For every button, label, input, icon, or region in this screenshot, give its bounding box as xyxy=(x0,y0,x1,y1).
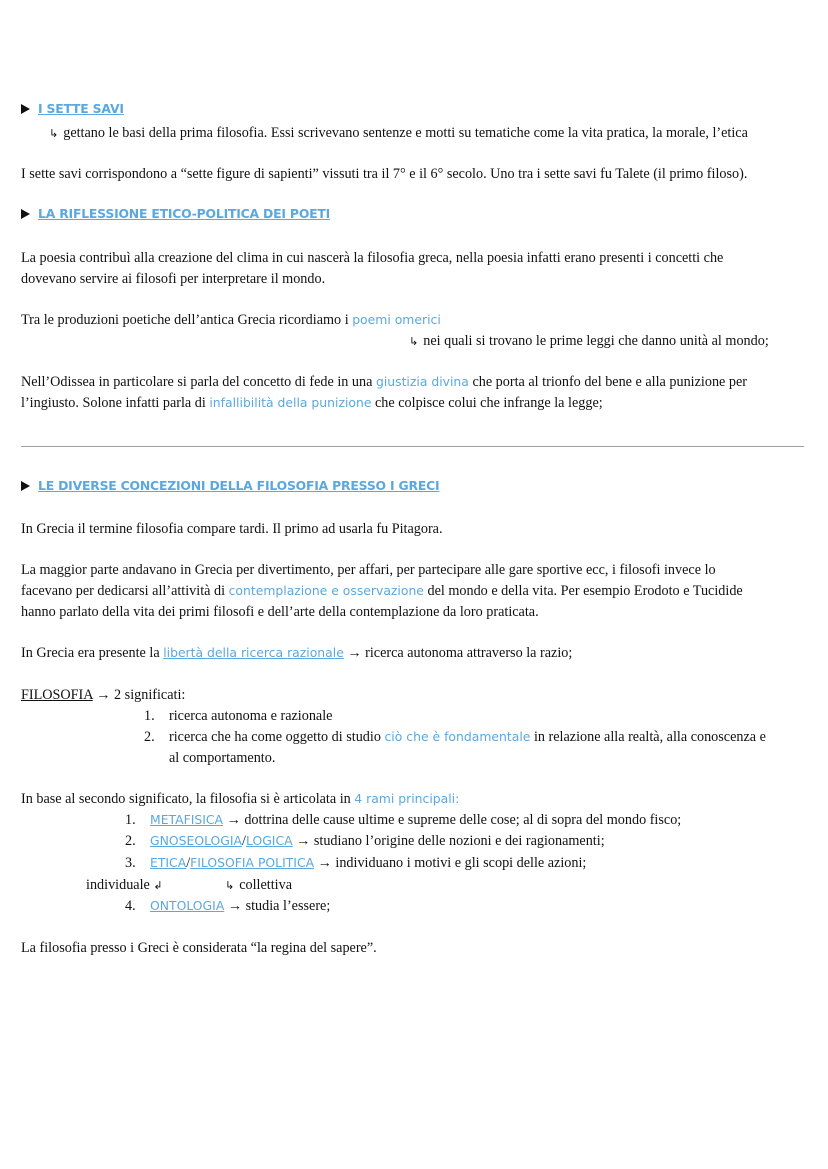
rami-item xyxy=(125,811,682,829)
highlight-metafisica: METAFISICA xyxy=(150,812,224,827)
return-arrow-icon: ↳ xyxy=(49,127,59,140)
rami-item xyxy=(125,832,605,850)
text: → 2 significati: xyxy=(96,687,186,703)
rami-text xyxy=(150,811,681,829)
text: In Grecia era presente la xyxy=(21,645,160,661)
highlight-liberta-ricerca: libertà della ricerca razionale xyxy=(163,645,344,660)
return-arrow-icon: ↳ xyxy=(409,335,419,348)
savi-paragraph: I sette savi corrispondono a “sette figure di sapienti” vissuti tra il 7° e il 6° secolo. Uno tra i sette savi fu Talete (il primo filoso). xyxy=(21,166,748,182)
rami-intro xyxy=(21,790,459,808)
meaning-item xyxy=(144,707,333,725)
rami-item xyxy=(125,897,331,915)
greci-p2-line1: La maggior parte andavano in Grecia per divertimento, per affari, per partecipare alle gare sportive ecc, i filosofi invece lo xyxy=(21,562,716,578)
list-number: 2. xyxy=(144,729,155,745)
highlight-contemplazione: contemplazione e osservazione xyxy=(228,583,424,598)
poeti-p2-text: Tra le produzioni poetiche dell’antica Grecia ricordiamo i xyxy=(21,312,349,328)
filosofia-line xyxy=(21,686,185,704)
poeti-p1-line2: dovevano servire ai filosofi per interpretare il mondo. xyxy=(21,271,326,287)
poeti-p3-line2 xyxy=(21,394,603,412)
rami-item xyxy=(125,854,587,872)
rami-text xyxy=(150,897,330,915)
return-arrow-icon: ↳ xyxy=(225,879,235,892)
highlight-etica: ETICA xyxy=(150,855,187,870)
highlight-cio-che-fondamentale: ciò che è fondamentale xyxy=(384,729,531,744)
heading-text: LE DIVERSE CONCEZIONI DELLA FILOSOFIA PRESSO I GRECI xyxy=(38,478,440,493)
highlight-gnoseologia: GNOSEOLOGIA xyxy=(150,833,243,848)
meaning-text: ricerca autonoma e razionale xyxy=(169,708,333,724)
separator: / xyxy=(186,855,191,871)
text: → studia l’essere; xyxy=(227,898,331,914)
savi-sub-text: gettano le basi della prima filosofia. Essi scrivevano sentenze e motti su tematiche come la vita pratica, la morale, l’etica xyxy=(63,125,748,141)
meaning-continuation: al comportamento. xyxy=(169,750,276,766)
meaning-text xyxy=(169,728,766,746)
heading-text: LA RIFLESSIONE ETICO-POLITICA DEI POETI xyxy=(38,206,331,221)
highlight-giustizia-divina: giustizia divina xyxy=(375,374,469,389)
filosofia-word: FILOSOFIA xyxy=(21,687,93,703)
text: in relazione alla realtà, alla conoscenza e xyxy=(533,729,766,745)
greci-p1: In Grecia il termine filosofia compare tardi. Il primo ad usarla fu Pitagora. xyxy=(21,521,443,537)
separator: / xyxy=(242,833,246,849)
heading-greci xyxy=(21,477,439,495)
text: In base al secondo significato, la filosofia si è articolata in xyxy=(21,791,351,807)
text: : xyxy=(455,791,460,806)
triangle-bullet-icon xyxy=(21,481,30,491)
poeti-p1-line1: La poesia contribuì alla creazione del clima in cui nascerà la filosofia greca, nella poesia infatti erano presenti i concetti che xyxy=(21,250,724,266)
poeti-p2 xyxy=(21,311,441,329)
greci-p3 xyxy=(21,644,572,662)
triangle-bullet-icon xyxy=(21,104,30,114)
closing-paragraph: La filosofia presso i Greci è considerata “la regina del sapere”. xyxy=(21,940,377,956)
triangle-bullet-icon xyxy=(21,209,30,219)
text: → dottrina delle cause ultime e supreme delle cose; al di sopra del mondo fisco; xyxy=(226,812,682,828)
poeti-p2-subline xyxy=(409,332,769,351)
greci-p2-line2 xyxy=(21,582,743,600)
poeti-p2-sub-text: nei quali si trovano le prime leggi che danno unità al mondo; xyxy=(423,333,769,349)
highlight-filosofia-politica: FILOSOFIA POLITICA xyxy=(190,855,315,870)
rami-text xyxy=(150,854,586,872)
text: l’ingiusto. Solone infatti parla di xyxy=(21,395,206,411)
highlight-poemi-omerici: poemi omerici xyxy=(352,312,441,327)
greci-p2-line3: hanno parlato della vita dei primi filosofi e dell’arte della contemplazione da loro praticata. xyxy=(21,604,539,620)
poeti-p3-line1 xyxy=(21,373,747,391)
text: → individuano i motivi e gli scopi delle azioni; xyxy=(317,855,587,871)
text: del mondo e della vita. Per esempio Erodoto e Tucidide xyxy=(427,583,743,599)
text: facevano per dedicarsi all’attività di xyxy=(21,583,226,599)
text: → studiano l’origine delle nozioni e dei ragionamenti; xyxy=(296,833,605,849)
highlight-ontologia: ONTOLOGIA xyxy=(150,898,225,913)
return-arrow-left-icon: ↲ xyxy=(153,879,163,892)
savi-subline xyxy=(49,124,748,143)
text: che porta al trionfo del bene e alla punizione per xyxy=(472,374,748,390)
heading-poeti xyxy=(21,205,330,223)
highlight-logica: LOGICA xyxy=(245,833,293,848)
etica-sub-right xyxy=(225,876,292,895)
text: che colpisce colui che infrange la legge; xyxy=(375,395,603,411)
etica-sub-left xyxy=(86,876,168,895)
list-number: 3. xyxy=(125,855,136,871)
list-number: 1. xyxy=(144,708,155,724)
text: Nell’Odissea in particolare si parla del concetto di fede in una xyxy=(21,374,373,390)
text: ricerca che ha come oggetto di studio xyxy=(169,729,381,745)
list-number: 1. xyxy=(125,812,136,828)
text: collettiva xyxy=(239,877,293,893)
highlight-infallibilita: infallibilità della punizione xyxy=(209,395,372,410)
text: individuale xyxy=(86,877,150,893)
heading-text: I SETTE SAVI xyxy=(38,101,124,116)
rami-text xyxy=(150,832,605,850)
highlight-4-rami: 4 rami principali xyxy=(354,791,456,806)
text: → ricerca autonoma attraverso la razio; xyxy=(347,645,573,661)
list-number: 4. xyxy=(125,898,136,914)
meaning-item xyxy=(144,728,766,746)
heading-sette-savi xyxy=(21,100,124,118)
list-number: 2. xyxy=(125,833,136,849)
horizontal-divider xyxy=(21,446,804,447)
